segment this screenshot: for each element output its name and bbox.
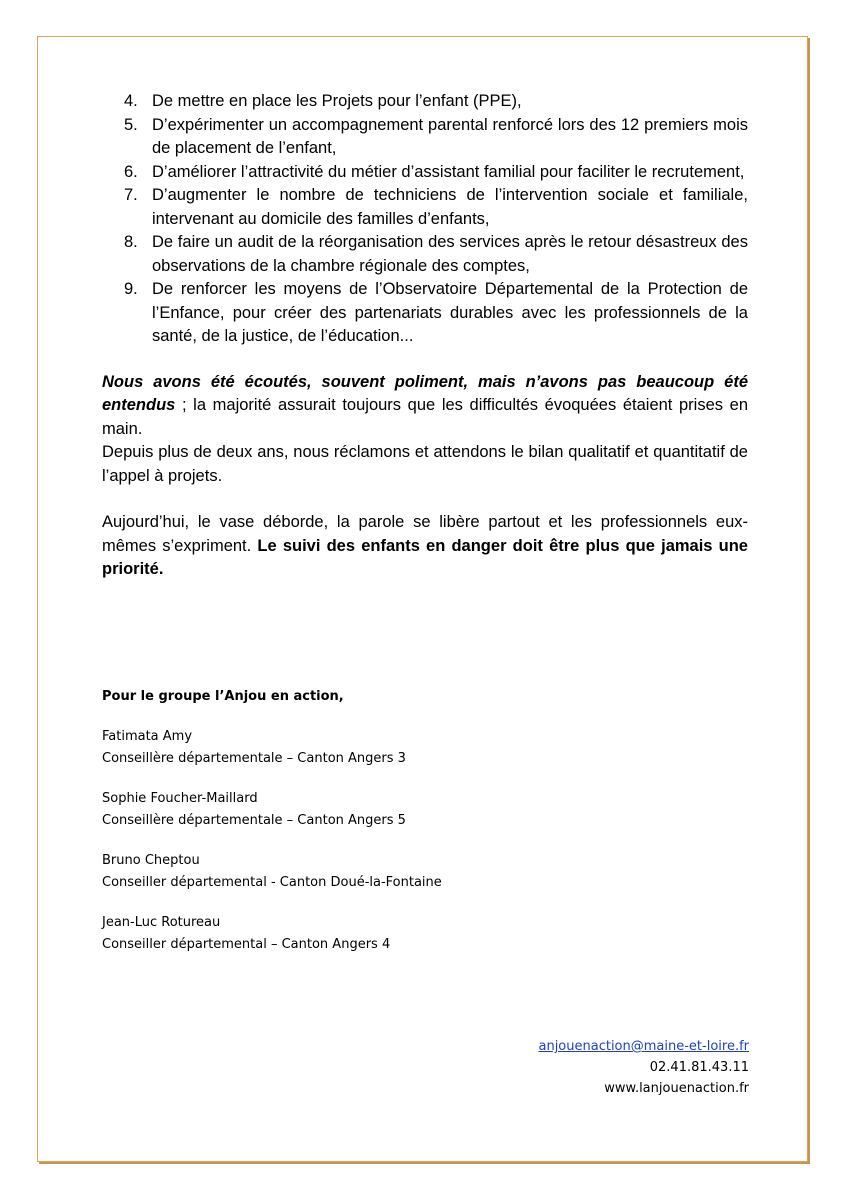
signature-heading: Pour le groupe l’Anjou en action, — [102, 689, 344, 704]
emphasis-text: Le suivi des enfants en danger doit être plus que jamais une priorité. — [102, 536, 748, 578]
list-number: 4. — [124, 92, 138, 110]
list-item — [102, 90, 748, 114]
signatory-role: Conseiller départemental - Canton Doué-la-Fontaine — [102, 875, 442, 890]
signatory — [102, 850, 442, 894]
paragraph-today — [102, 511, 748, 582]
signatory-name: Jean-Luc Rotureau — [102, 915, 221, 930]
list-item — [102, 114, 748, 161]
list-item — [102, 278, 748, 349]
list-item — [102, 231, 748, 278]
list-text: D’améliorer l’attractivité du métier d’assistant familial pour faciliter le recrutement, — [152, 162, 745, 181]
list-number: 7. — [124, 186, 138, 204]
list-text: D’expérimenter un accompagnement parental renforcé lors des 12 premiers mois de placement de l’enfant, — [152, 115, 748, 157]
signatory — [102, 912, 442, 956]
list-item — [102, 161, 748, 185]
signatory — [102, 726, 442, 770]
list-text: De mettre en place les Projets pour l’enfant (PPE), — [152, 92, 522, 110]
email-link[interactable]: anjouenaction@maine-et-loire.fr — [538, 1039, 749, 1054]
paragraph-request: Depuis plus de deux ans, nous réclamons et attendons le bilan qualitatif et quantitatif de l’appel à projets. — [102, 443, 748, 485]
paragraph-text: ; la majorité assurait toujours que les difficultés évoquées étaient prises en main. — [102, 396, 748, 438]
signatory-role: Conseillère départementale – Canton Angers 5 — [102, 813, 406, 828]
document-body — [102, 90, 748, 582]
list-text: D’augmenter le nombre de techniciens de l’intervention sociale et familiale, intervenant au domicile des familles d’enfants, — [152, 186, 748, 228]
signatory-name: Fatimata Amy — [102, 729, 193, 744]
signatory-name: Sophie Foucher-Maillard — [102, 791, 258, 806]
emphasis-text: Nous avons été écoutés, souvent poliment, mais n’avons pas beaucoup été entendus — [102, 372, 748, 414]
list-text: De renforcer les moyens de l’Observatoire Départemental de la Protection de l’Enfance, pour créer des partenariats durables avec les professionnels de la santé, de la justice, de l’éducation... — [152, 280, 748, 345]
signatory-role: Conseiller départemental – Canton Angers 4 — [102, 937, 391, 952]
contact-block — [538, 1036, 749, 1099]
list-item — [102, 184, 748, 231]
list-number: 5. — [124, 115, 138, 134]
signatory — [102, 788, 442, 832]
list-text: De faire un audit de la réorganisation des services après le retour désastreux des observations de la chambre régionale des comptes, — [152, 233, 748, 275]
demands-list — [102, 90, 748, 349]
website-text: www.lanjouenaction.fr — [604, 1081, 749, 1096]
phone-number: 02.41.81.43.11 — [649, 1060, 749, 1075]
signatory-role: Conseillère départementale – Canton Angers 3 — [102, 751, 406, 766]
list-number: 8. — [124, 233, 138, 251]
paragraph-text: Aujourd’hui, le vase déborde, la parole se libère partout et les professionnels eux-mêmes s’expriment. — [102, 513, 748, 555]
list-number: 9. — [124, 280, 138, 298]
list-number: 6. — [124, 162, 138, 181]
signatory-name: Bruno Cheptou — [102, 853, 200, 868]
paragraph-heard — [102, 371, 748, 442]
signature-block — [102, 686, 442, 974]
